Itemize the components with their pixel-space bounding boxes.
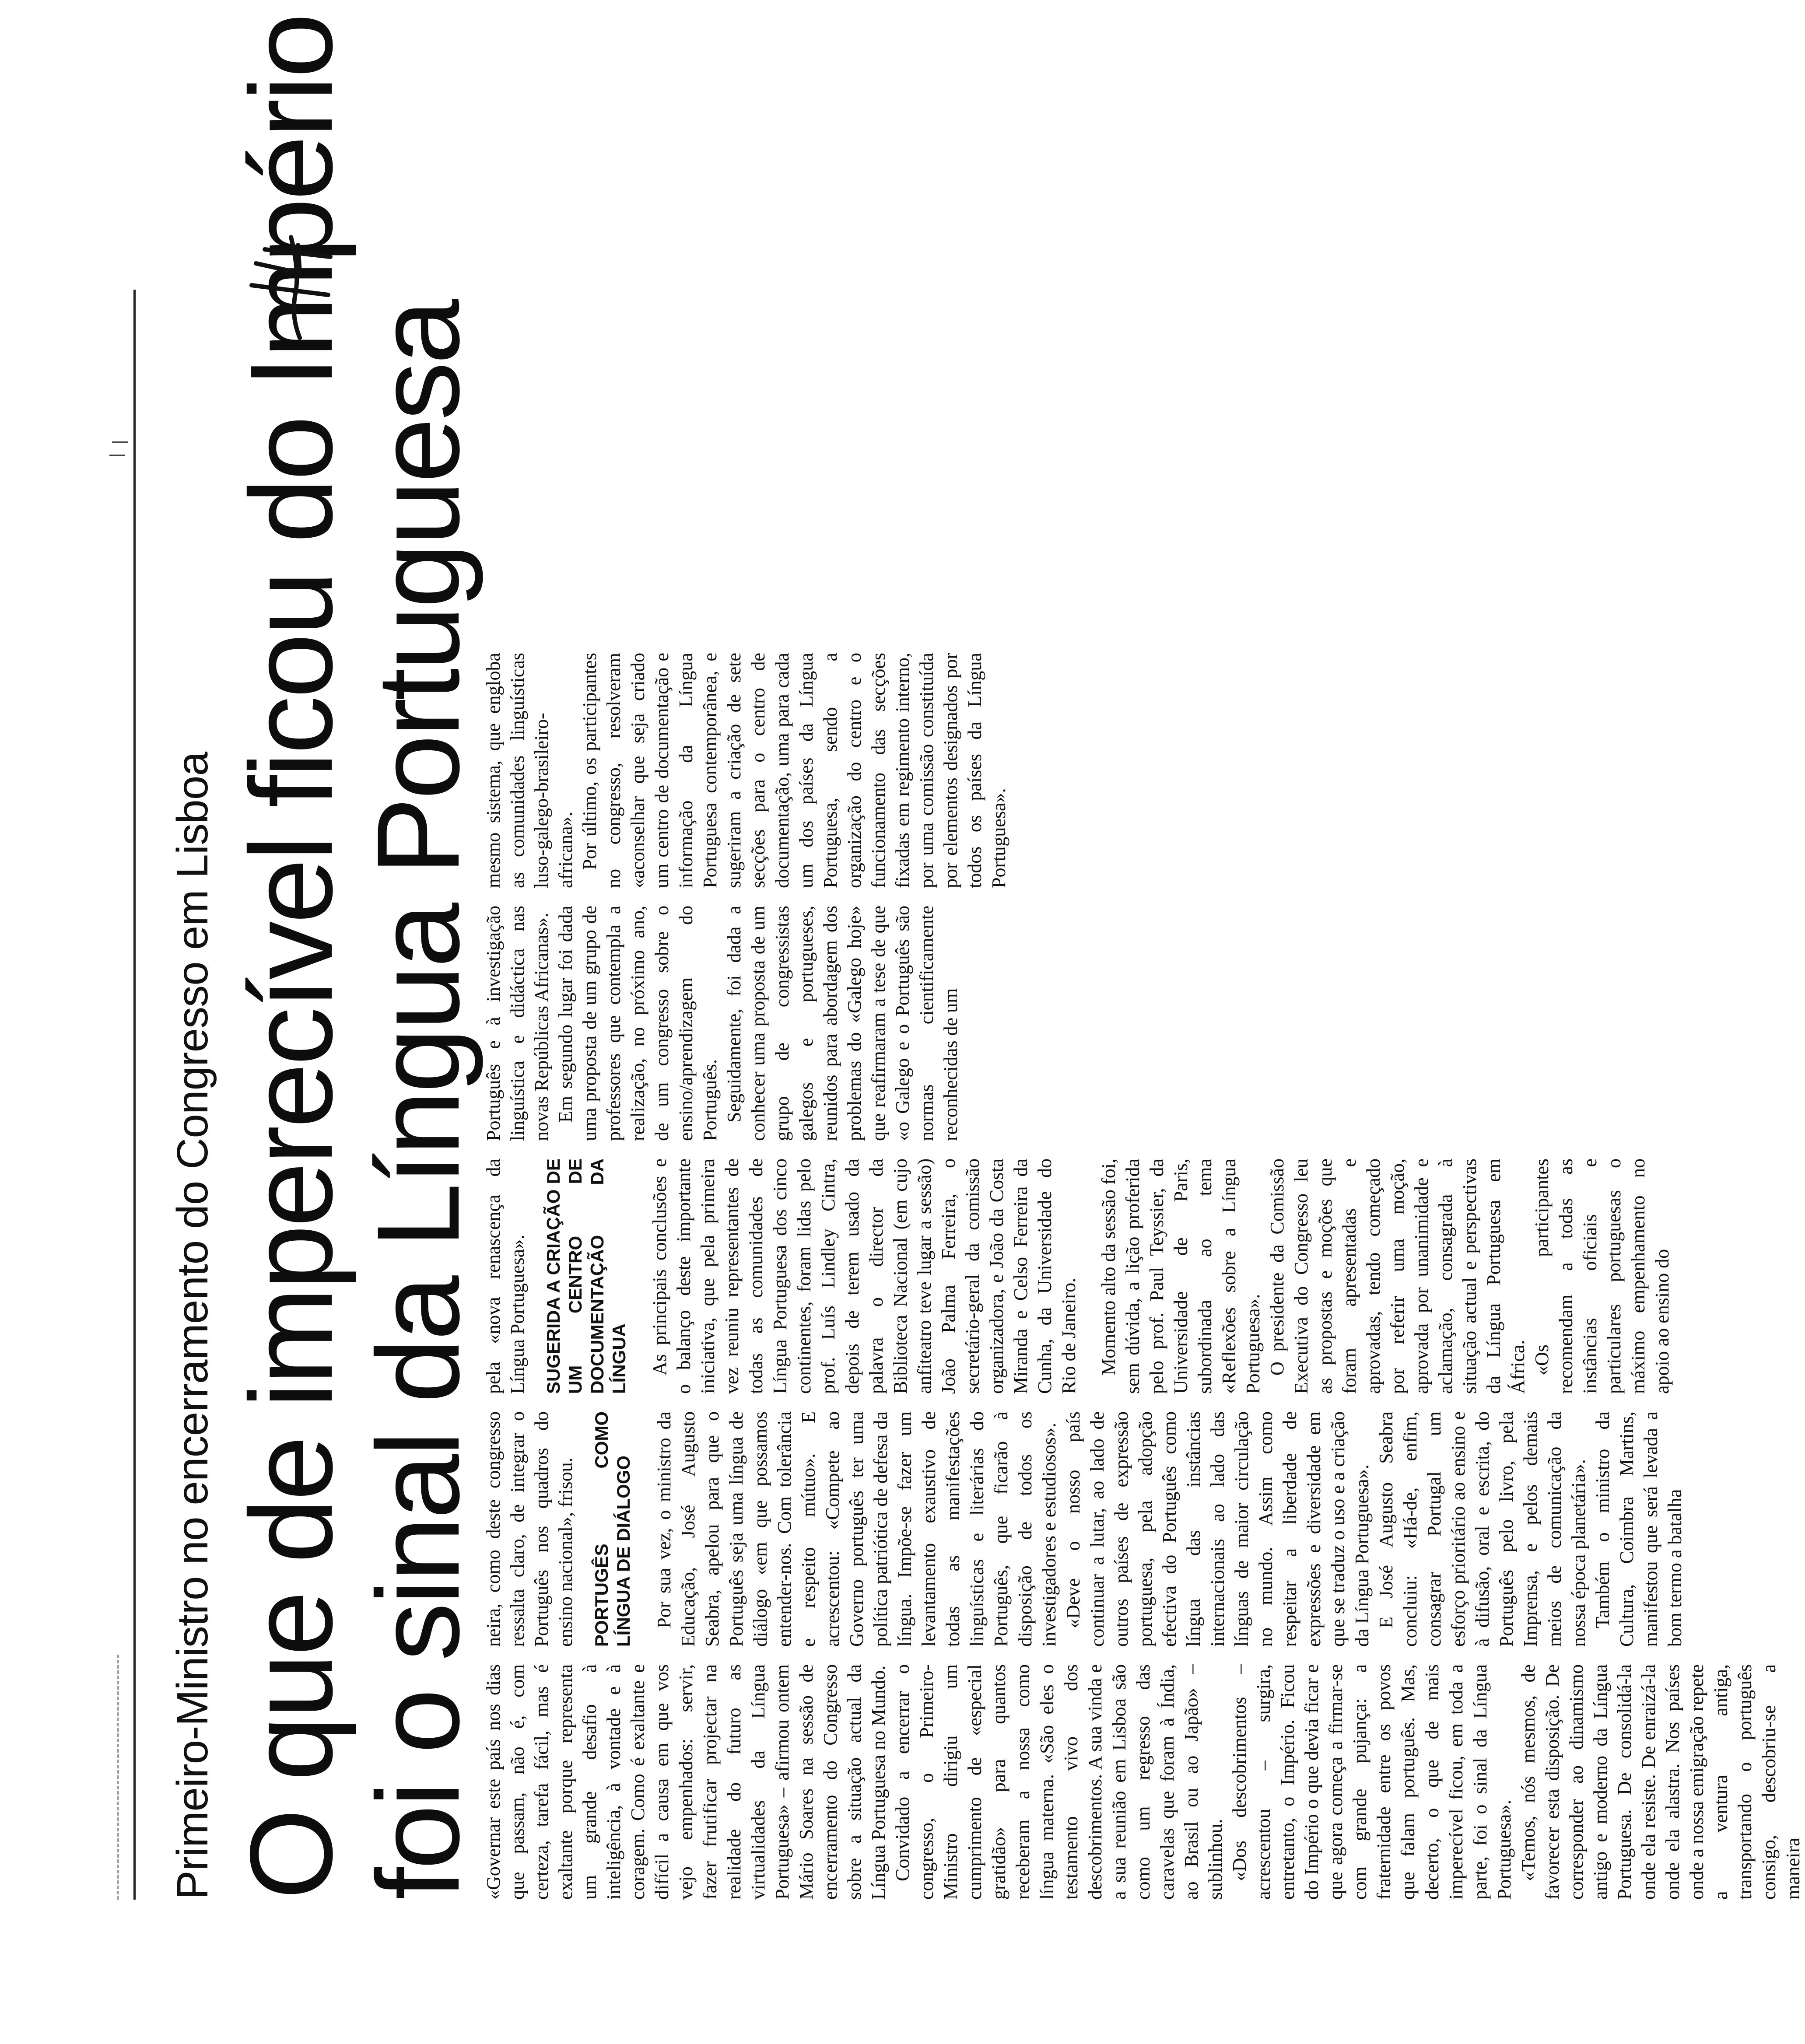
headline-line-1: O que de imperecível ficou do Império	[225, 15, 357, 1900]
handwritten-mark	[234, 224, 339, 346]
scan-tick-mark	[112, 441, 128, 443]
article-paragraph: mesmo sistema, que engloba as comunidades linguísticas luso-galego-brasileiro-africana».	[483, 653, 576, 888]
article-paragraph: pela «nova renascença da Língua Portuguesa».	[483, 1158, 528, 1394]
scan-tick-mark	[109, 455, 125, 456]
article-paragraph: «Governar este país nos dias que passam, não é, com certeza, tarefa fácil, mas é exaltante porque representa um grande desafio à inteligência, à vontade e à coragem. Como é exaltante e difícil a causa em que vos vejo empenhados: servir, fazer frutificar projectar na realidade do futuro as virtualidades da Língua Portuguesa» – afirmou ontem Mário Soares na sessão de encerramento do Congresso sobre a situação actual da Língua Portuguesa no Mundo.	[483, 1664, 889, 1900]
article-column-5	[481, 653, 1426, 888]
headline-line-2: foi o sinal da Língua Portuguesa	[352, 301, 484, 1900]
article-paragraph: Por último, os participantes no congresso, resolveram «aconselhar que seja criado um centro de documentação e informação da Língua Portuguesa contemporânea, e sugeriram a criação de sete secções para o centro de documentação, uma para cada um dos países da Língua Portuguesa, sendo a organização do centro e o funcionamento das secções fixadas em regimento interno, por uma comissão constituída por elementos designados por todos os países da Língua Portuguesa».	[579, 653, 1009, 888]
section-subheading: PORTUGÊS COMO LÍNGUA DE DIÁLOGO	[591, 1411, 634, 1647]
section-subheading: SUGERIDA A CRIAÇÃO DE UM CENTRO DE DOCUMENTAÇÃO DA LÍNGUA	[543, 1158, 629, 1394]
article-paragraph: Por sua vez, o ministro da Educação, José Augusto Seabra, apelou para que o Português seja uma língua de diálogo «em que possamos entender-nos. Com tolerância e respeito mútuo». E acrescentou: «Compete ao Governo português ter uma política patriótica de defesa da língua. Impõe-se fazer um levantamento exaustivo de todas as manifestações linguísticas e literárias do Português, que ficarão à disposição de todos os investigadores e estudiosos».	[653, 1411, 1060, 1647]
article-paragraph: Português e à investigação linguística e didáctica nas novas Repúblicas Africanas».	[483, 906, 552, 1141]
kicker-line: Primeiro-Ministro no encerramento do Congresso em Lisboa	[168, 752, 217, 1900]
article-paragraph: «Os participantes recomendam a todas as instâncias oficiais e particulares portuguesas o máximo empenhamento no apoio ao ensino do	[1531, 1158, 1673, 1394]
article-paragraph: As principais conclusões e o balanço deste importante iniciativa, que pela primeira vez reuniu representantes de todas as comunidades de Língua Portuguesa dos cinco continentes, foram lidas pelo prof. Luís Lindley Cintra, depois de terem usado da palavra o director da Biblioteca Nacional (em cujo anfiteatro teve lugar a sessão) João Palma Ferreira, o secretário-geral da comissão organizadora, e João da Costa Miranda e Celso Ferreira da Cunha, da Universidade do Rio de Janeiro.	[649, 1158, 1079, 1394]
article-column-1	[481, 1664, 1804, 1900]
article-paragraph: Também o ministro da Cultura, Coimbra Martins, manifestou que será levada a bom termo a batalha	[1592, 1411, 1686, 1647]
article-paragraph: «Temos, nós mesmos, de favorecer esta disposição. De corresponder ao dinamismo antigo e moderno da Língua Portuguesa. De consolidá-la onde ela resiste. De enraizá-la onde ela alastra. Nos países onde a nossa emigração repete a ventura antiga, transportando o português consigo, descobriu-se a maneira	[1518, 1664, 1804, 1900]
column-spacer	[1081, 1158, 1097, 1394]
article-paragraph: Momento alto da sessão foi, sem dúvida, a lição proferida pelo prof. Paul Teyssier, da Universidade de Paris, subordinada ao tema «Reflexões sobre a Língua Portuguesa».	[1098, 1158, 1264, 1394]
article-column-2	[481, 1411, 1686, 1647]
article-paragraph: E José Augusto Seabra concluiu: «Há-de, enfim, consagrar Portugal um esforço prioritário ao ensino e à difusão, oral e escrita, do Português pelo livro, pela Imprensa, e pelos demais meios de comunicação da nossa época planetária».	[1375, 1411, 1589, 1647]
article-paragraph: neira, como deste congresso ressalta claro, de integrar o Português nos quadros do ensino nacional», frisou.	[483, 1411, 576, 1647]
top-rule	[133, 290, 136, 1900]
article-paragraph: «Deve o nosso país continuar a lutar, ao lado de outros países de expressão portuguesa, pela adopção efectiva do Português como língua das instâncias internacionais ao lado das línguas de maior circulação no mundo. Assim como respeitar a liberdade de expressões e diversidade em que se traduz o uso e a criação da Língua Portuguesa».	[1062, 1411, 1373, 1647]
article-column-4	[481, 906, 1426, 1141]
article-column-3	[481, 1158, 1673, 1394]
article-paragraph: Em segundo lugar foi dada uma proposta de um grupo de professores que contempla a realização, no próximo ano, de um congresso sobre o ensino/aprendizagem do Português.	[555, 906, 721, 1141]
article-paragraph: O presidente da Comissão Executiva do Congresso leu as propostas e moções que foram apresentadas e aprovadas, tendo começado por referir uma moção, aprovada por unanimidade e aclamação, consagrada à situação actual e perspectivas da Língua Portuguesa em África.	[1266, 1158, 1528, 1394]
article-body	[481, 0, 1804, 2044]
article-paragraph: «Dos descobrimentos – acrescentou – surgira, entretanto, o Império. Ficou do Império o que devia ficar e que agora começa a firmar-se com grande pujança: a fraternidade entre os povos que falam português. Mas, decerto, o que de mais imperecível ficou, em toda a parte, foi o sinal da Língua Portuguesa».	[1229, 1664, 1515, 1900]
article-paragraph: Convidado a encerrar o congresso, o Primeiro-Ministro dirigiu um cumprimento de «especial gratidão» para quantos receberam a nossa como língua materna. «São eles o testamento vivo dos descobrimentos. A sua vinda e a sua reunião em Lisboa são como um regresso das caravelas que foram à Índia, ao Brasil ou ao Japão» – sublinhou.	[892, 1664, 1226, 1900]
article-paragraph: Seguidamente, foi dada a conhecer uma proposta de um grupo de congressistas galegos e portugueses, reunidos para abordagem dos problemas do «Galego hoje» que reafirmaram a tese de que «o Galego e o Português são normas cientificamente reconhecidas de um	[723, 906, 961, 1141]
scan-dash-line	[117, 1655, 119, 1900]
